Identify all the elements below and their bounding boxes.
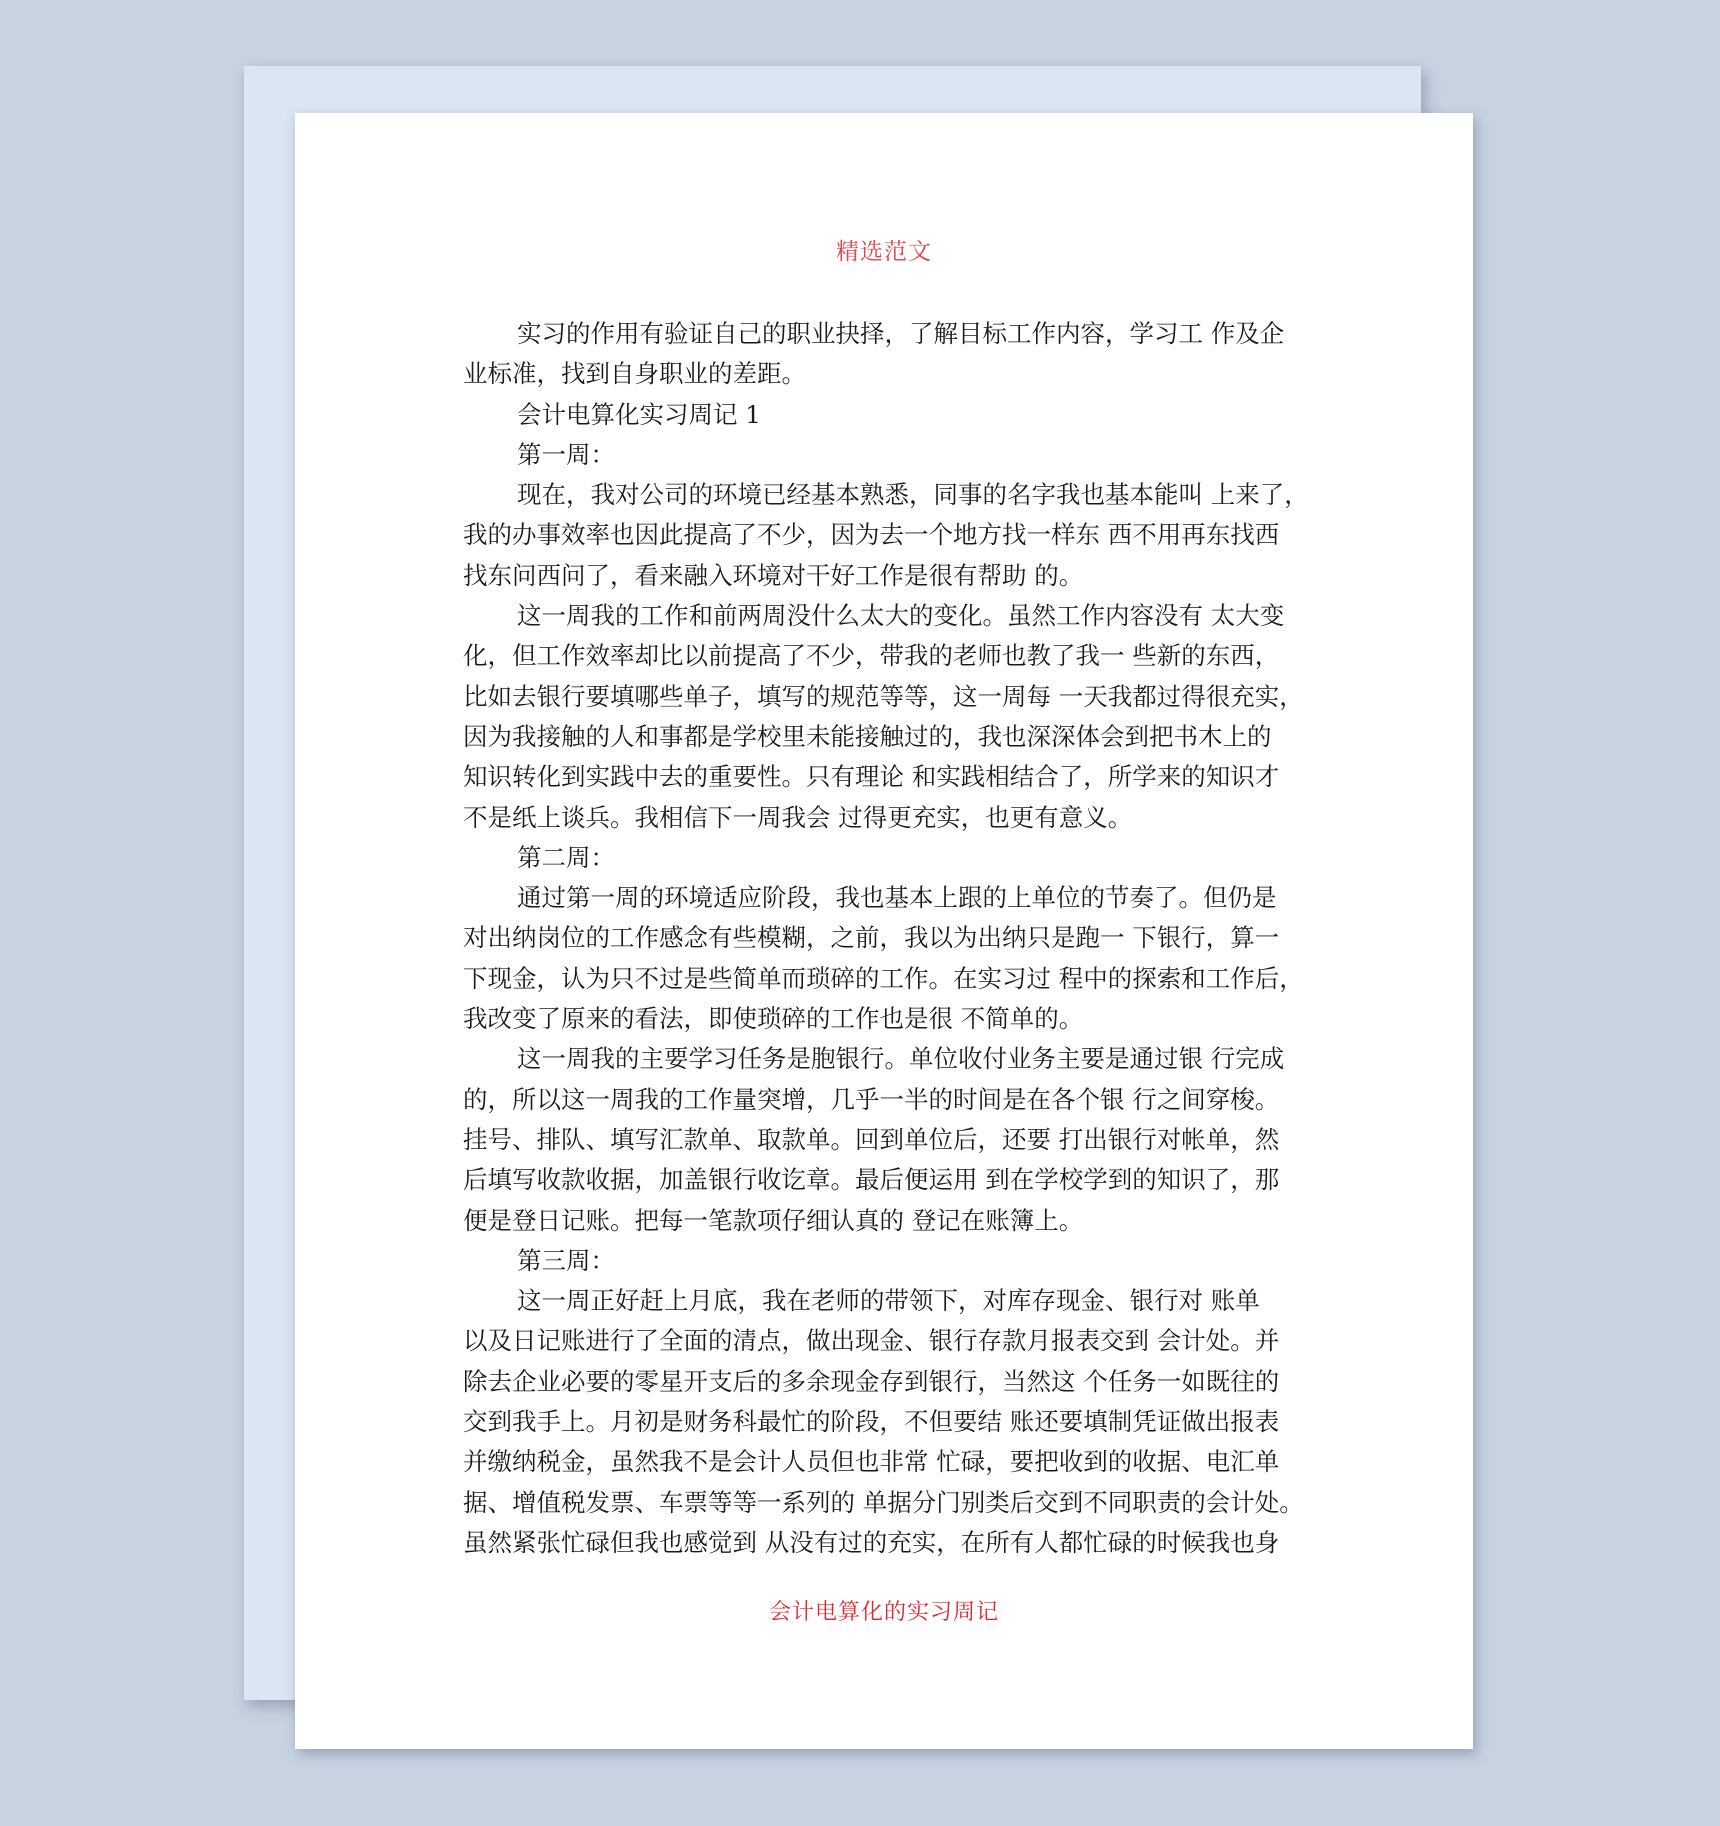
text-line: 的，所以这一周我的工作量突增，几乎一半的时间是在各个银 行之间穿梭。 (463, 1084, 1280, 1114)
page-footer: 会计电算化的实习周记 (768, 1600, 999, 1625)
text-line: 下现金，认为只不过是些简单而琐碎的工作。在实习过 程中的探索和工作后， (463, 963, 1304, 993)
text-line: 化，但工作效率却比以前提高了不少，带我的老师也教了我一 些新的东西， (463, 641, 1280, 671)
text-line: 我的办事效率也因此提高了不少，因为去一个地方找一样东 西不用再东找西 (463, 520, 1280, 550)
text-line: 交到我手上。月初是财务科最忙的阶段，不但要结 账还要填制凭证做出报表 (463, 1407, 1280, 1437)
text-line: 这一周正好赶上月底，我在老师的带领下，对库存现金、银行对 账单 (517, 1286, 1260, 1316)
text-line: 这一周我的工作和前两周没什么太大的变化。虽然工作内容没有 太大变 (517, 601, 1285, 631)
text-line: 知识转化到实践中去的重要性。只有理论 和实践相结合了，所学来的知识才 (463, 762, 1280, 792)
text-line: 对出纳岗位的工作感念有些模糊，之前，我以为出纳只是跑一 下银行，算一 (463, 923, 1280, 953)
text-line: 我改变了原来的看法，即使琐碎的工作也是很 不简单的。 (463, 1004, 1084, 1034)
text-line: 业标准，找到自身职业的差距。 (463, 359, 806, 389)
text-line: 找东问西问了，看来融入环境对干好工作是很有帮助 的。 (463, 560, 1084, 590)
text-line: 不是纸上谈兵。我相信下一周我会 过得更充实，也更有意义。 (463, 802, 1133, 832)
week-heading: 第二周： (517, 842, 615, 872)
text-line: 据、增值税发票、车票等等一系列的 单据分门别类后交到不同职责的会计处。 (463, 1487, 1304, 1517)
text-line: 通过第一周的环境适应阶段，我也基本上跟的上单位的节奏了。但仍是 (517, 883, 1277, 913)
text-line: 后填写收款收据，加盖银行收讫章。最后便运用 到在学校学到的知识了，那 (463, 1165, 1280, 1195)
page-header: 精选范文 (836, 239, 932, 265)
text-line: 并缴纳税金，虽然我不是会计人员但也非常 忙碌，要把收到的收据、电汇单 (463, 1447, 1280, 1477)
week-heading: 第一周： (517, 439, 615, 469)
text-line: 挂号、排队、填写汇款单、取款单。回到单位后，还要 打出银行对帐单，然 (463, 1124, 1280, 1154)
document-page (295, 113, 1473, 1749)
text-line: 便是登日记账。把每一笔款项仔细认真的 登记在账簿上。 (463, 1205, 1084, 1235)
text-line: 这一周我的主要学习任务是胞银行。单位收付业务主要是通过银 行完成 (517, 1044, 1285, 1074)
section-title: 会计电算化实习周记 1 (517, 399, 761, 429)
document-body (463, 314, 1319, 1563)
text-line: 实习的作用有验证自己的职业抉择，了解目标工作内容，学习工 作及企 (517, 319, 1285, 348)
text-line: 比如去银行要填哪些单子，填写的规范等等，这一周每 一天我都过得很充实， (463, 681, 1304, 711)
text-line: 除去企业必要的零星开支后的多余现金存到银行，当然这 个任务一如既往的 (463, 1366, 1280, 1396)
text-line: 虽然紧张忙碌但我也感觉到 从没有过的充实，在所有人都忙碌的时候我也身 (463, 1527, 1280, 1557)
week-heading: 第三周： (517, 1245, 615, 1275)
text-line: 以及日记账进行了全面的清点，做出现金、银行存款月报表交到 会计处。并 (463, 1326, 1280, 1356)
text-line: 因为我接触的人和事都是学校里未能接触过的，我也深深体会到把书木上的 (463, 721, 1272, 751)
text-line: 现在，我对公司的环境已经基本熟悉，同事的名字我也基本能叫 上来了， (517, 480, 1309, 510)
